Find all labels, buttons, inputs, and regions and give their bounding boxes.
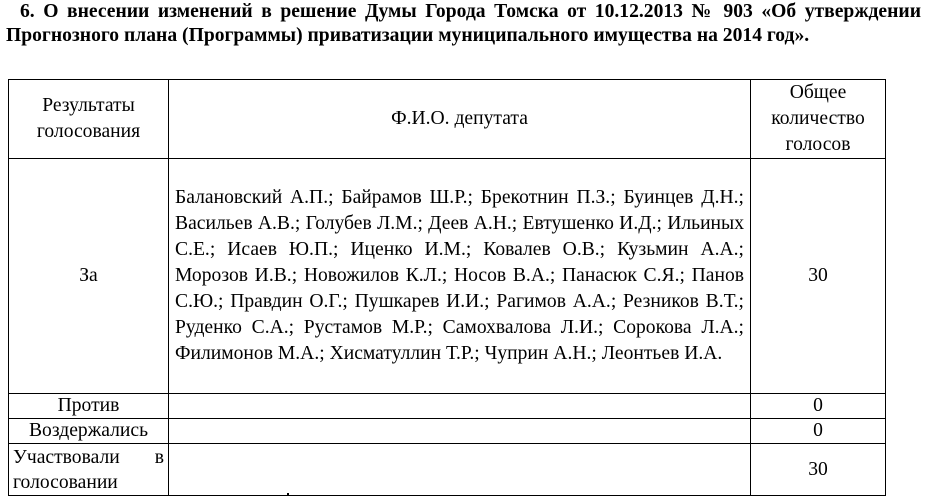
total-votes-against: 0 xyxy=(751,394,886,419)
table-row-participated xyxy=(9,444,886,496)
total-votes-participated: 30 xyxy=(751,444,886,496)
header-total-votes: Общее количество голосов xyxy=(751,80,886,159)
table-row-against xyxy=(9,394,886,419)
table-row-for xyxy=(9,159,886,394)
table-header-row xyxy=(9,80,886,159)
result-label-against: Против xyxy=(9,394,169,419)
deputy-names-abstained xyxy=(169,419,751,444)
table-row-abstained xyxy=(9,419,886,444)
deputy-names-against xyxy=(169,394,751,419)
deputy-names-participated xyxy=(169,444,751,496)
result-label-participated: Участвовали в голосовании xyxy=(9,444,169,496)
stray-mark xyxy=(287,493,289,495)
header-deputy-names: Ф.И.О. депутата xyxy=(169,80,751,159)
deputy-names-for: Балановский А.П.; Байрамов Ш.Р.; Брекотнин П.З.; Буинцев Д.Н.; Васильев А.В.; Голубев Л.М.; Деев А.Н.; Евтушенко И.Д.; Ильиных С.Е.; Исаев Ю.П.; Иценко И.М.; Ковалев О.В.; Кузьмин А.А.; Морозов И.В.; Новожилов К.Л.; Носов В.А.; Панасюк С.Я.; Панов С.Ю.; Правдин О.Г.; Пушкарев И.И.; Рагимов А.А.; Резников В.Т.; Руденко С.А.; Рустамов М.Р.; Самохвалова Л.И.; Сорокова Л.А.; Филимонов М.А.; Хисматуллин Т.Р.; Чуприн А.Н.; Леонтьев И.А. xyxy=(169,159,751,394)
header-voting-results: Результаты голосования xyxy=(9,80,169,159)
total-votes-for: 30 xyxy=(751,159,886,394)
voting-results-table xyxy=(8,79,886,496)
result-label-for: За xyxy=(9,159,169,394)
total-votes-abstained: 0 xyxy=(751,419,886,444)
agenda-item-heading: 6. О внесении изменений в решение Думы Города Томска от 10.12.2013 № 903 «Об утверждении Прогнозного плана (Программы) приватизации муниципального имущества на 2014 год». xyxy=(6,1,921,46)
result-label-abstained: Воздержались xyxy=(9,419,169,444)
